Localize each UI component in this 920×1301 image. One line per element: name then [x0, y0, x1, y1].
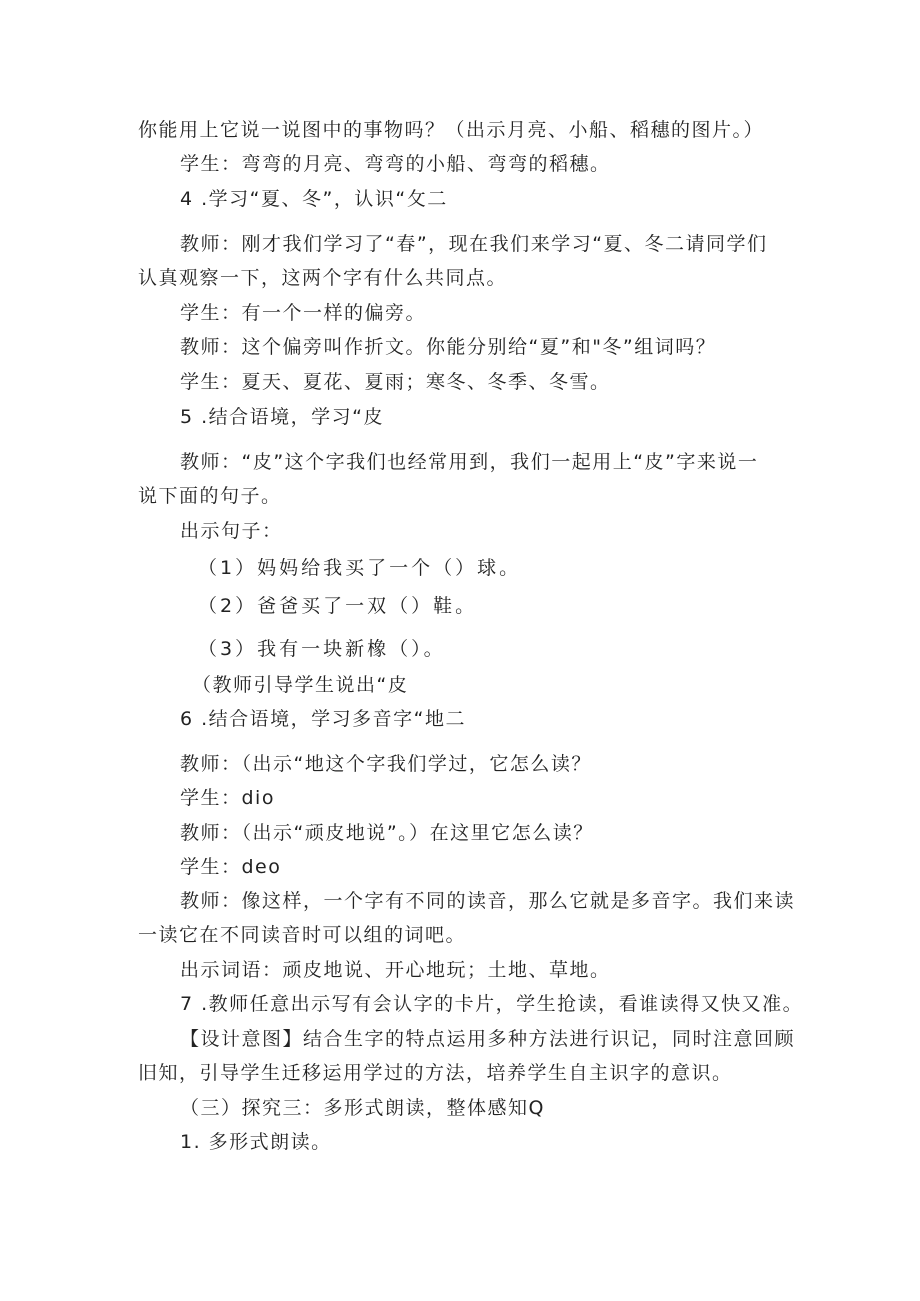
section-heading: （三）探究三：多形式朗读，整体感知Q: [180, 1097, 545, 1119]
paragraph-line: 学生：deo: [180, 856, 282, 878]
section-heading: 5 .结合语境，学习“皮: [180, 406, 385, 428]
paragraph-line: 教师：“皮”这个字我们也经常用到，我们一起用上“皮”字来说一: [180, 451, 759, 473]
paragraph-line: 学生：dio: [180, 787, 275, 809]
paragraph-line: 出示词语：顽皮地说、开心地玩；土地、草地。: [180, 959, 611, 981]
section-heading: 4 .学习“夏、冬”，认识“攵二: [180, 188, 448, 210]
paragraph-line: 说下面的句子。: [138, 485, 282, 507]
paragraph-line: 旧知，引导学生迁移运用学过的方法，培养学生自主识字的意识。: [138, 1062, 733, 1084]
paragraph-line: 学生：夏天、夏花、夏雨；寒冬、冬季、冬雪。: [180, 371, 611, 393]
list-item: （3）我有一块新橡（）。: [198, 638, 446, 660]
section-heading: 7 .教师任意出示写有会认字的卡片，学生抢读，看谁读得又快又准。: [180, 993, 804, 1015]
paragraph-line: 学生：弯弯的月亮、弯弯的小船、弯弯的稻穗。: [180, 153, 611, 175]
paragraph-line: 教师：（出示“顽皮地说”。）在这里它怎么读？: [180, 822, 594, 844]
paragraph-line: 教师：（出示“地这个字我们学过，它怎么读？: [180, 753, 592, 775]
paragraph-line: 教师：刚才我们学习了“春”，现在我们来学习“夏、冬二请同学们: [180, 233, 768, 255]
paragraph-line: 教师：这个偏旁叫作折文。你能分别给“夏”和"冬”组词吗？: [180, 336, 717, 358]
paragraph-line: 教师：像这样，一个字有不同的读音，那么它就是多音字。我们来读: [180, 890, 796, 912]
paragraph-line: 出示句子：: [180, 520, 283, 542]
paragraph-line: 认真观察一下，这两个字有什么共同点。: [138, 267, 508, 289]
paragraph-line: 【设计意图】结合生字的特点运用多种方法进行识记，同时注意回顾: [180, 1028, 796, 1050]
paragraph-line: 你能用上它说一说图中的事物吗？（出示月亮、小船、稻穗的图片。）: [138, 119, 765, 141]
paragraph-line: （教师引导学生说出“皮: [192, 674, 409, 696]
paragraph-line: 一读它在不同读音时可以组的词吧。: [138, 924, 467, 946]
section-heading: 6 .结合语境，学习多音字“地二: [180, 708, 467, 730]
list-item: （1）妈妈给我买了一个（）球。: [198, 557, 522, 579]
list-item: （2）爸爸买了一双（）鞋。: [198, 595, 478, 617]
paragraph-line: 1. 多形式朗读。: [180, 1131, 332, 1153]
paragraph-line: 学生：有一个一样的偏旁。: [180, 302, 427, 324]
